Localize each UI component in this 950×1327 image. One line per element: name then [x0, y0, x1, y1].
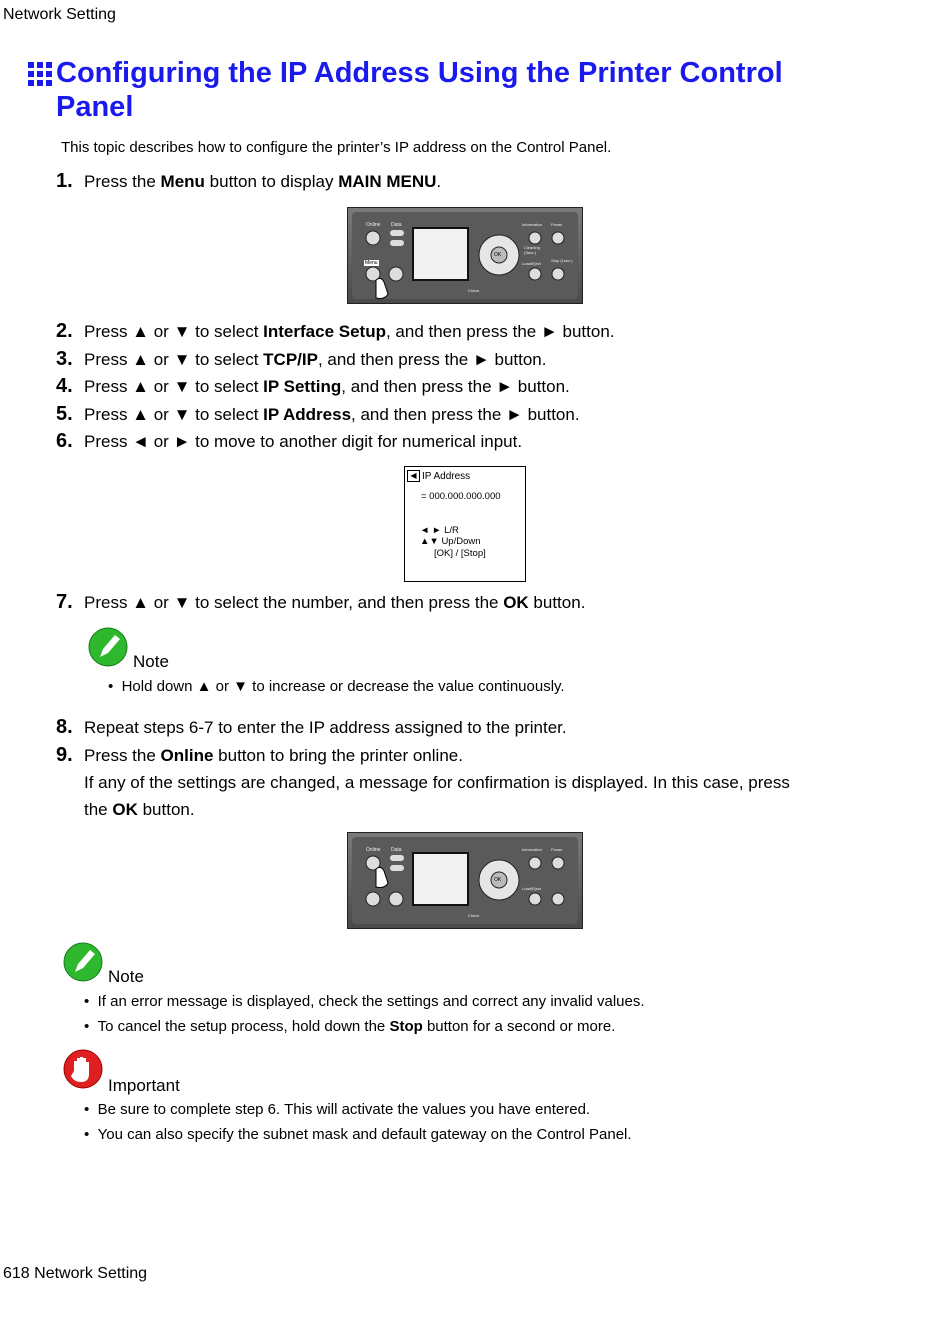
- step-7: 7. Press ▲ or ▼ to select the number, and then press the OK button.: [56, 591, 586, 613]
- step-1: 1. Press the Menu button to display MAIN MENU.: [56, 170, 442, 192]
- intro-text: This topic describes how to configure the printer’s IP address on the Control Panel.: [61, 139, 612, 156]
- data-label: Data: [391, 222, 402, 228]
- stop-label: Stop (1sec.): [551, 258, 573, 263]
- information-label: Information: [522, 222, 543, 227]
- control-panel-drawing-2: [348, 833, 582, 928]
- lcd-ok-stop-hint: [OK] / [Stop]: [434, 548, 486, 559]
- lcd-updown-hint: ▲▼ Up/Down: [420, 536, 481, 547]
- important-bullet-1: • Be sure to complete step 6. This will activate the values you have entered.: [84, 1101, 591, 1118]
- online-label: Online: [366, 222, 381, 228]
- important-hand-icon: [63, 1049, 103, 1089]
- page-footer: 618 Network Setting: [3, 1265, 148, 1282]
- lcd-title: IP Address: [422, 471, 471, 482]
- step-8: 8. Repeat steps 6-7 to enter the IP address assigned to the printer.: [56, 716, 567, 738]
- note2-bullet-2: • To cancel the setup process, hold down the Stop button for a second or more.: [84, 1018, 616, 1035]
- control-panel-image-online: [347, 832, 583, 929]
- note1-bullet-1: • Hold down ▲ or ▼ to increase or decrease the value continuously.: [108, 678, 565, 695]
- power-label-2: Power: [551, 847, 563, 852]
- back-arrow-icon: ◀: [407, 470, 420, 482]
- power-label: Power: [551, 222, 563, 227]
- cleaning-label: Cleaning (3sec.): [524, 245, 540, 255]
- step-9-line-3: the OK button.: [84, 800, 195, 819]
- note-label: Note: [133, 652, 169, 671]
- lcd-display: [404, 466, 526, 582]
- step-4: 4. Press ▲ or ▼ to select IP Setting, and then press the ► button.: [56, 375, 570, 397]
- control-panel-image-menu: [347, 207, 583, 304]
- menu-label: Menu: [365, 260, 378, 266]
- ok-label: OK: [494, 252, 502, 258]
- note-pencil-icon: [88, 627, 128, 667]
- step-9: 9. Press the Online button to bring the printer online.: [56, 744, 463, 766]
- note-pencil-icon-2: [63, 942, 103, 982]
- step-9-line-2: If any of the settings are changed, a message for confirmation is displayed. In this case, press: [84, 773, 790, 792]
- important-label: Important: [108, 1076, 180, 1095]
- ok-label-2: OK: [494, 877, 502, 883]
- step-6: 6. Press ◄ or ► to move to another digit for numerical input.: [56, 430, 523, 452]
- step-2: 2. Press ▲ or ▼ to select Interface Setup, and then press the ► button.: [56, 320, 615, 342]
- check-label-2: Check: [468, 913, 480, 918]
- running-header: Network Setting: [3, 6, 116, 23]
- online-label-2: Online: [366, 847, 381, 853]
- page-title: Configuring the IP Address Using the Printer Control Panel: [56, 57, 783, 123]
- information-label-2: Information: [522, 847, 543, 852]
- control-panel-drawing: [348, 208, 582, 303]
- important-bullet-2: • You can also specify the subnet mask and default gateway on the Control Panel.: [84, 1126, 632, 1143]
- check-label: Check: [468, 288, 480, 293]
- load-eject-label-2: Load/Eject: [522, 886, 541, 891]
- note2-label: Note: [108, 967, 144, 986]
- section-grid-icon: [28, 62, 52, 86]
- data-label-2: Data: [391, 847, 402, 853]
- note2-bullet-1: • If an error message is displayed, check the settings and correct any invalid values.: [84, 993, 645, 1010]
- lcd-lr-hint: ◄ ► L/R: [420, 525, 459, 536]
- load-eject-label: Load/Eject: [522, 261, 541, 266]
- step-3: 3. Press ▲ or ▼ to select TCP/IP, and then press the ► button.: [56, 348, 547, 370]
- step-5: 5. Press ▲ or ▼ to select IP Address, and then press the ► button.: [56, 403, 580, 425]
- lcd-ip-value: = 000.000.000.000: [421, 491, 501, 502]
